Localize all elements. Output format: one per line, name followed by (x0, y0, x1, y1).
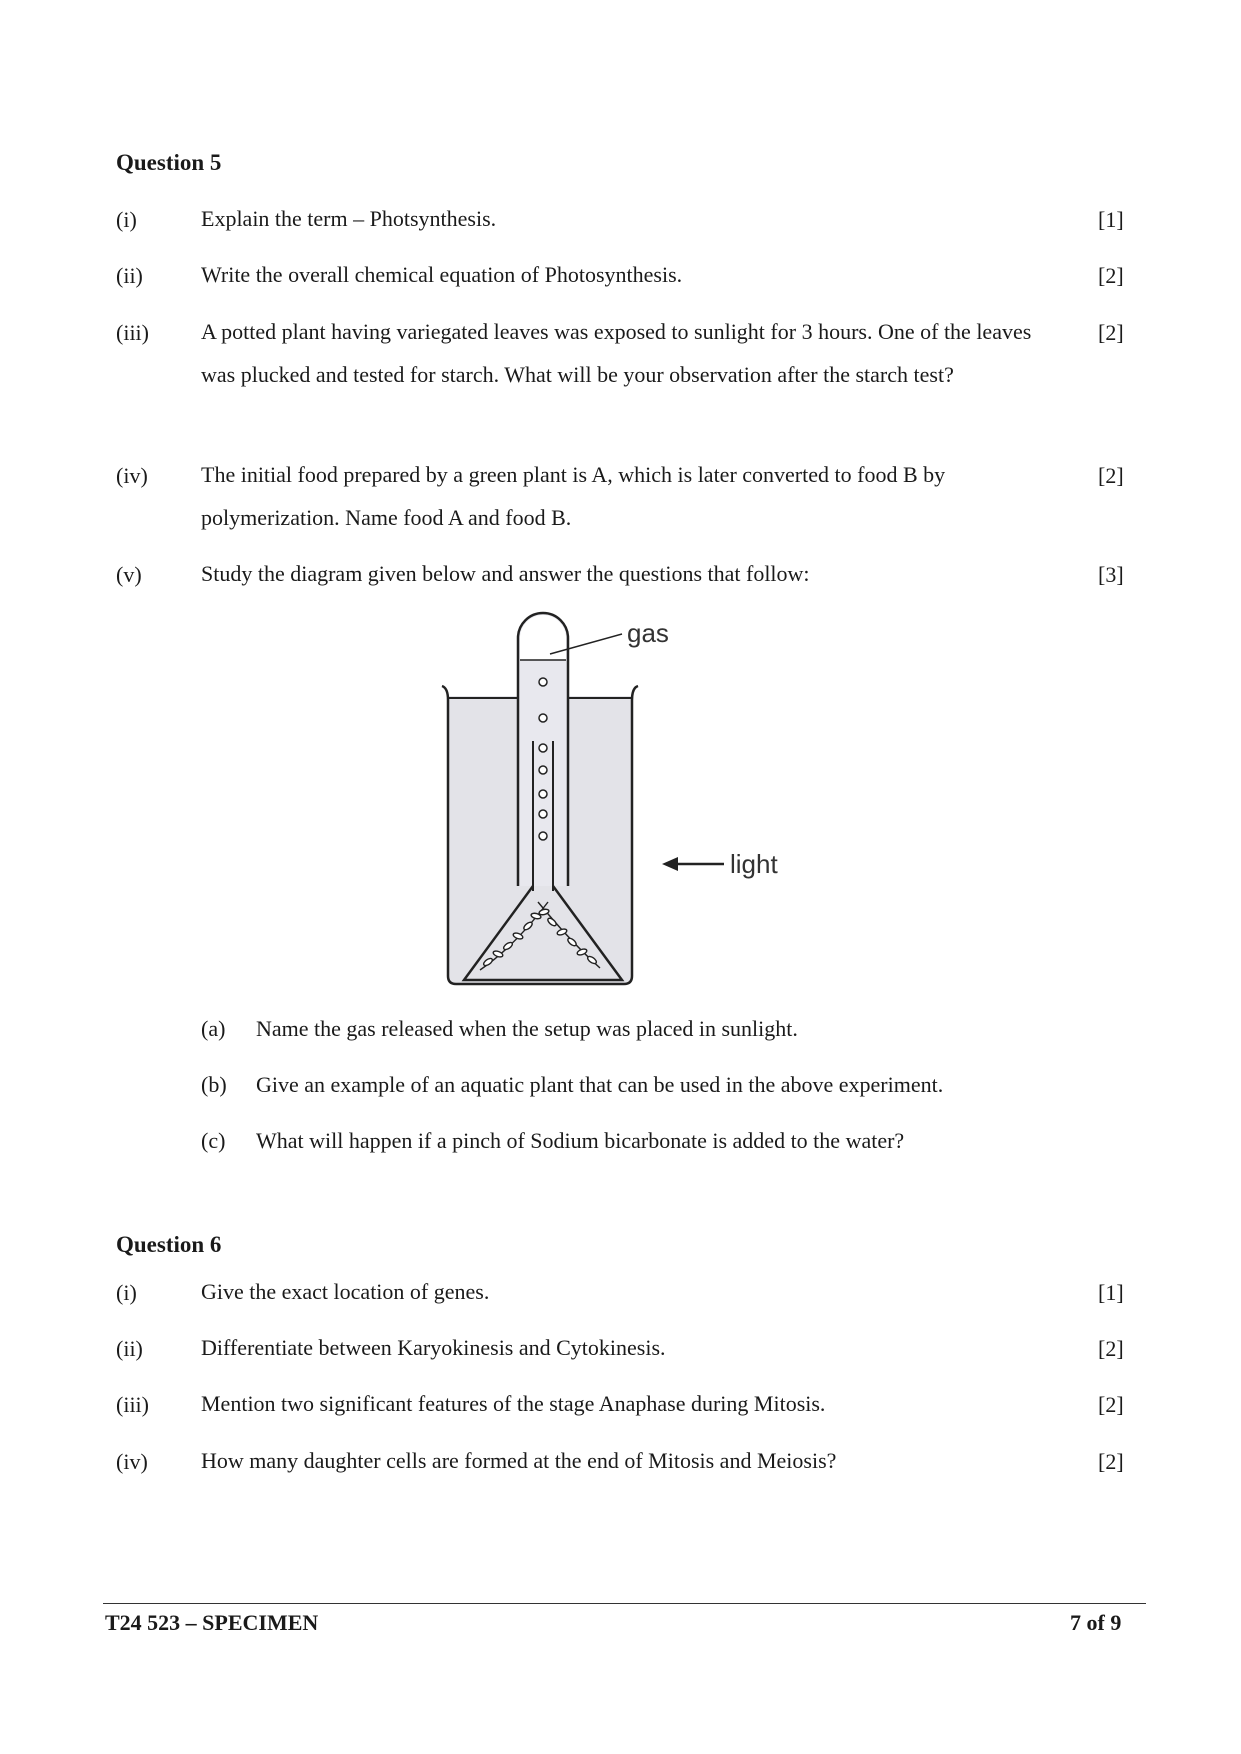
q5-part-v-marks: [3] (1098, 562, 1124, 587)
footer-page-number: 7 of 9 (1070, 1610, 1122, 1635)
q6-part-iii-marks: [2] (1098, 1392, 1124, 1417)
q6-part-iii-text: Mention two significant features of the stage Anaphase during Mitosis. (201, 1391, 826, 1416)
q5-part-v-text: Study the diagram given below and answer the questions that follow: (201, 561, 810, 586)
q5-part-i-number: (i) (116, 207, 137, 232)
q6-part-iv-number: (iv) (116, 1449, 148, 1474)
question-6-title: Question 6 (116, 1232, 222, 1257)
q5-subpart-c-label: (c) (201, 1128, 226, 1153)
q6-part-i-number: (i) (116, 1280, 137, 1305)
q5-part-ii-number: (ii) (116, 263, 143, 288)
q6-part-ii-marks: [2] (1098, 1336, 1124, 1361)
question-5-title: Question 5 (116, 150, 222, 175)
q6-part-ii-text: Differentiate between Karyokinesis and Cytokinesis. (201, 1335, 666, 1360)
q6-part-iv-text: How many daughter cells are formed at the end of Mitosis and Meiosis? (201, 1448, 837, 1473)
q5-subpart-b-text: Give an example of an aquatic plant that can be used in the above experiment. (256, 1072, 944, 1097)
gas-pocket (520, 615, 566, 660)
light-arrow-head (662, 857, 678, 871)
q6-part-iv-marks: [2] (1098, 1449, 1124, 1474)
q5-part-iv-number: (iv) (116, 463, 148, 488)
q5-part-v-number: (v) (116, 562, 142, 587)
q5-part-iv-marks: [2] (1098, 463, 1124, 488)
q6-part-iii-number: (iii) (116, 1392, 149, 1417)
q5-subpart-c-text: What will happen if a pinch of Sodium bicarbonate is added to the water? (256, 1128, 905, 1153)
q5-part-iii-marks: [2] (1098, 320, 1124, 345)
light-label: light (730, 849, 778, 879)
q5-part-i-marks: [1] (1098, 207, 1124, 232)
gas-label: gas (627, 618, 669, 648)
q6-part-ii-number: (ii) (116, 1336, 143, 1361)
q5-subpart-b-label: (b) (201, 1072, 227, 1097)
footer-divider (103, 1603, 1146, 1604)
q5-part-ii-text: Write the overall chemical equation of Photosynthesis. (201, 262, 683, 287)
q5-part-iii-text: A potted plant having variegated leaves was exposed to sunlight for 3 hours. One of the leaves was plucked and tested for starch. What will be your observation after the starch test? (201, 319, 1032, 387)
q6-part-i-marks: [1] (1098, 1280, 1124, 1305)
q5-part-iii-number: (iii) (116, 320, 149, 345)
q5-part-iv-text: The initial food prepared by a green plant is A, which is later converted to food B by polymerization. Name food A and food B. (201, 462, 946, 530)
q5-subpart-a-label: (a) (201, 1016, 226, 1041)
q6-part-i-text: Give the exact location of genes. (201, 1279, 490, 1304)
photosynthesis-experiment-diagram (430, 596, 830, 996)
footer-paper-code: T24 523 – SPECIMEN (105, 1610, 319, 1635)
q5-part-ii-marks: [2] (1098, 263, 1124, 288)
q5-part-i-text: Explain the term – Photsynthesis. (201, 206, 497, 231)
q5-subpart-a-text: Name the gas released when the setup was placed in sunlight. (256, 1016, 798, 1041)
